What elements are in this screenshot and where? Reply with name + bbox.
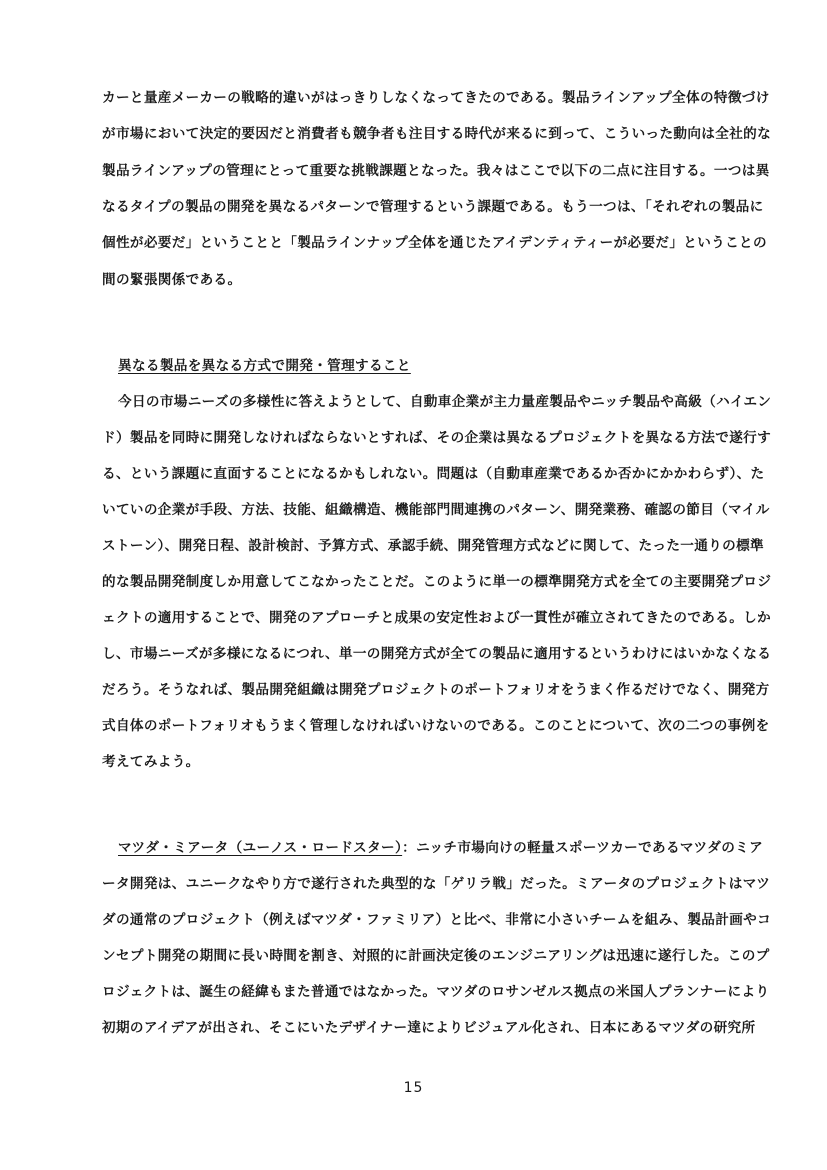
body-text-line: 間の緊張関係である。 xyxy=(102,272,242,288)
body-text-line: ド）製品を同時に開発しなければならないとすれば、その企業は異なるプロジェクトを異なる方法で遂行す xyxy=(102,430,772,446)
body-text-line: ェクトの適用することで、開発のアプローチと成果の安定性および一貫性が確立されてきたのである。しか xyxy=(102,610,772,626)
body-text-line: る、という課題に直面することになるかもしれない。問題は（自動車産業であるか否かにかかわらず）、た xyxy=(102,466,765,482)
body-text-line: 今日の市場ニーズの多様性に答えようとして、自動車企業が主力量産製品やニッチ製品や高級（ハイエン xyxy=(118,394,772,410)
case-heading: マツダ・ミアータ（ユーノス・ロードスター） xyxy=(118,840,403,856)
body-text-line xyxy=(118,838,782,858)
body-text-line: 製品ラインアップの管理にとって重要な挑戦課題となった。我々はここで以下の二点に注目する。一つは異 xyxy=(102,163,770,179)
body-text-line: 個性が必要だ」ということと「製品ラインナップ全体を通じたアイデンティティーが必要だ」ということの xyxy=(102,235,767,251)
case-intro-text: ：ニッチ市場向けの軽量スポーツカーであるマツダのミア xyxy=(402,840,764,856)
body-text-line: 的な製品開発制度しか用意してこなかったことだ。このように単一の標準開発方式を全ての主要開発プロジ xyxy=(102,574,772,590)
section-heading: 異なる製品を異なる方式で開発・管理すること xyxy=(118,358,411,374)
body-text-line: いていの企業が手段、方法、技能、組織構造、機能部門間連携のパターン、開発業務、確認の節目（マイル xyxy=(102,502,770,518)
page-number: 15 xyxy=(403,1080,424,1096)
body-text-line: だろう。そうなれば、製品開発組織は開発プロジェクトのポートフォリオをうまく作るだけでなく、開発方 xyxy=(102,682,770,698)
body-text-line: ータ開発は、ユニークなやり方で遂行された典型的な「ゲリラ戦」だった。ミアータのプロジェクトはマツ xyxy=(102,876,771,892)
body-text-line: 考えてみよう。 xyxy=(102,754,200,770)
body-text-line: 初期のアイデアが出され、そこにいたデザイナー達によりビジュアル化され、日本にあるマツダの研究所 xyxy=(102,1020,756,1036)
body-text-line: ンセプト開発の期間に長い時間を割き、対照的に計画決定後のエンジニアリングは迅速に遂行した。このプ xyxy=(102,948,770,964)
body-text-line: ストーン）、開発日程、設計検討、予算方式、承認手続、開発管理方式などに関して、たった一通りの標準 xyxy=(102,538,764,554)
body-text-line: カーと量産メーカーの戦略的違いがはっきりしなくなってきたのである。製品ラインアップ全体の特徴づけ xyxy=(102,90,770,106)
body-text-line: ロジェクトは、誕生の経緯もまた普通ではなかった。マツダのロサンゼルス拠点の米国人プランナーにより xyxy=(102,984,770,1000)
body-text-line: し、市場ニーズが多様になるにつれ、単一の開発方式が全ての製品に適用するというわけにはいかなくなる xyxy=(102,646,772,662)
body-text-line: ダの通常のプロジェクト（例えばマツダ・ファミリア）と比べ、非常に小さいチームを組み、製品計画やコ xyxy=(102,912,772,928)
body-text-line: 式自体のポートフォリオもうまく管理しなければいけないのである。このことについて、次の二つの事例を xyxy=(102,718,770,734)
body-text-line: が市場において決定的要因だと消費者も競争者も注目する時代が来るに到って、こういった動向は全社的な xyxy=(102,126,772,142)
body-text-line: なるタイプの製品の開発を異なるパターンで管理するという課題である。もう一つは、「それぞれの製品に xyxy=(102,199,764,215)
